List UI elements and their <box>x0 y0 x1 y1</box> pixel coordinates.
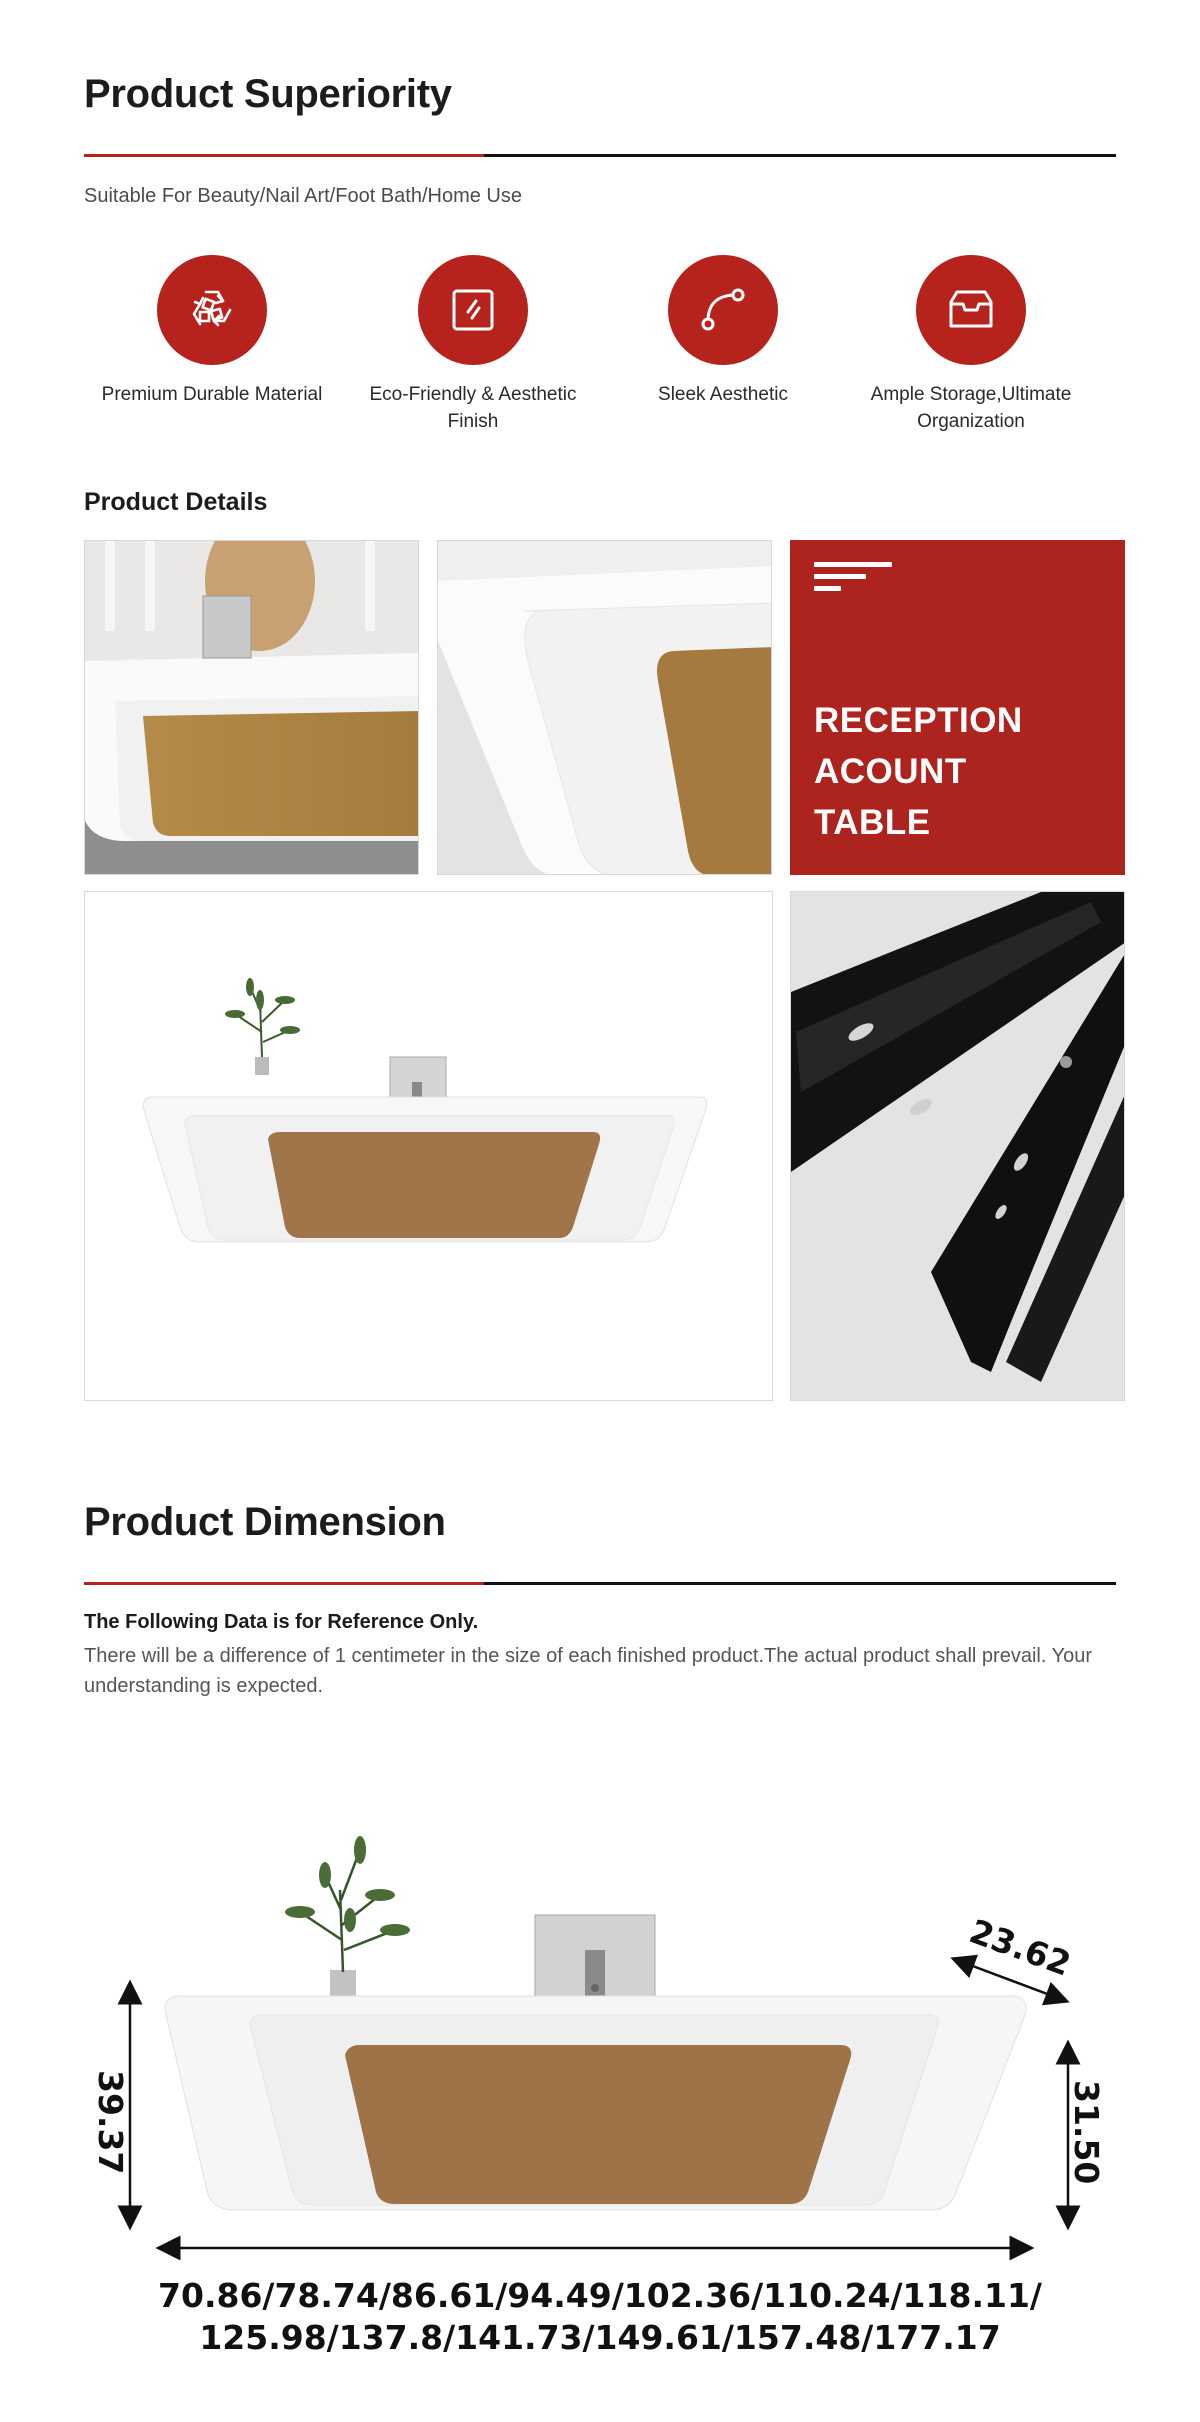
dimension-divider <box>84 1582 1116 1585</box>
dimension-note-title: The Following Data is for Reference Only. <box>84 1611 479 1633</box>
curve-path-icon <box>668 255 778 365</box>
height-total-label: 39.37 <box>91 2070 130 2175</box>
tablet-icon <box>418 255 528 365</box>
desk-corner-photo <box>84 540 419 875</box>
drawer-rails-photo <box>790 891 1125 1401</box>
depth-label: 23.62 <box>964 1911 1076 1984</box>
details-title: Product Details <box>84 488 268 516</box>
superiority-subtitle: Suitable For Beauty/Nail Art/Foot Bath/Home Use <box>84 185 522 207</box>
recycle-icon <box>157 255 267 365</box>
feature-item <box>603 255 843 408</box>
feature-label: Premium Durable Material <box>101 384 323 405</box>
length-options-line-2: 125.98/137.8/141.73/149.61/157.48/177.17 <box>199 2318 1001 2357</box>
dimension-note-body: There will be a difference of 1 centimeter in the size of each finished product.The actual product shall prevail. Your understanding is expected. <box>84 1645 1092 1697</box>
feature-label: Sleek Aesthetic <box>658 384 788 405</box>
feature-label: Eco-Friendly & Aesthetic Finish <box>369 384 577 432</box>
feature-item <box>353 255 593 435</box>
reception-table-banner <box>790 540 1125 875</box>
feature-item <box>851 255 1091 435</box>
length-options-line-1: 70.86/78.74/86.61/94.49/102.36/110.24/118.11/ <box>158 2276 1042 2315</box>
superiority-divider <box>84 154 1116 157</box>
storage-tray-icon <box>916 255 1026 365</box>
superiority-title: Product Superiority <box>84 72 452 116</box>
feature-item <box>92 255 332 408</box>
height-front-label: 31.50 <box>1067 2080 1106 2185</box>
feature-label: Ample Storage,Ultimate Organization <box>870 384 1072 432</box>
dimension-diagram <box>0 1800 1200 2260</box>
banner-caption: RECEPTION ACOUNT TABLE <box>814 701 1023 842</box>
desk-edge-photo <box>437 540 772 875</box>
desk-front-photo <box>84 891 773 1401</box>
dimension-title: Product Dimension <box>84 1500 446 1544</box>
